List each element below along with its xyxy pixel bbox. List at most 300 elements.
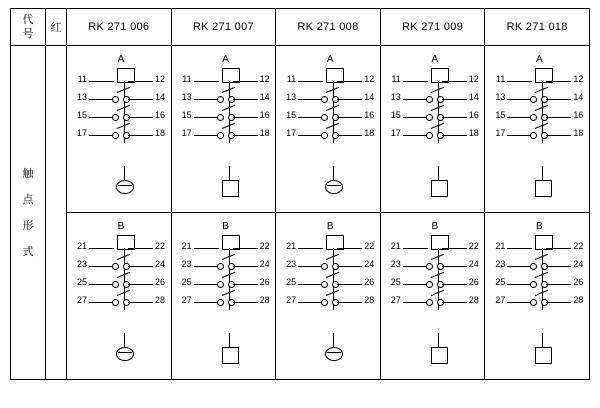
contact-wire-right: [546, 81, 571, 82]
header-red-cell: 红: [46, 9, 67, 46]
row-label-contact-form: [11, 46, 46, 380]
contact-diagram: [67, 54, 175, 204]
contact-wire-left: [507, 135, 532, 136]
contact-terminal-right: 12: [155, 74, 166, 84]
contact-node-left-icon: [112, 132, 119, 139]
diagram-cell-a-1: [171, 46, 276, 213]
contact-terminal-right: 26: [468, 277, 479, 287]
contact-terminal-left: 21: [495, 241, 506, 251]
contact-terminal-left: 25: [495, 277, 506, 287]
contact-terminal-left: 17: [390, 128, 401, 138]
contact-node-left-icon: [217, 299, 224, 306]
contact-terminal-right: 24: [364, 259, 375, 269]
contact-wire-right: [233, 284, 258, 285]
contact-terminal-left: 17: [76, 128, 87, 138]
contact-terminal-left: 27: [286, 295, 297, 305]
contact-terminal-right: 26: [259, 277, 270, 287]
contact-wire-right: [337, 117, 362, 118]
contact-terminal-left: 15: [495, 110, 506, 120]
contact-terminal-left: 17: [286, 128, 297, 138]
contact-wire-left: [298, 284, 323, 285]
contact-wire-left: [194, 81, 219, 82]
contact-wire-right: [337, 248, 362, 249]
contact-wire-right: [128, 266, 153, 267]
contact-wire-left: [89, 135, 114, 136]
contact-row: [485, 239, 593, 255]
contact-wire-right: [442, 266, 467, 267]
contact-terminal-right: 26: [364, 277, 375, 287]
lower-stem: [438, 333, 439, 348]
contact-wire-right: [337, 135, 362, 136]
contact-terminal-left: 25: [181, 277, 192, 287]
contact-form-table: [10, 8, 590, 380]
contact-wire-left: [89, 99, 114, 100]
contact-terminal-left: 25: [76, 277, 87, 287]
contact-wire-left: [194, 135, 219, 136]
contact-wire-left: [89, 248, 114, 249]
contact-node-left-icon: [426, 299, 433, 306]
contact-terminal-left: 11: [391, 74, 401, 84]
contact-node-left-icon: [217, 96, 224, 103]
contact-wire-right: [128, 117, 153, 118]
contact-terminal-right: 28: [573, 295, 584, 305]
contact-wire-left: [298, 266, 323, 267]
contact-row: [381, 239, 489, 255]
contact-terminal-left: 17: [181, 128, 192, 138]
contact-node-left-icon: [217, 263, 224, 270]
header-model-3: RK 271 009: [380, 9, 485, 46]
contact-diagram: [67, 221, 175, 371]
contact-wire-right: [546, 302, 571, 303]
contact-terminal-right: 22: [573, 241, 584, 251]
contact-terminal-left: 15: [76, 110, 87, 120]
header-model-1: RK 271 007: [171, 9, 276, 46]
contact-terminal-left: 27: [76, 295, 87, 305]
contact-node-left-icon: [321, 281, 328, 288]
contact-wire-right: [233, 266, 258, 267]
contact-row: [276, 72, 384, 88]
contact-row: [276, 90, 384, 106]
contact-terminal-right: 28: [155, 295, 166, 305]
square-terminal-icon: [431, 347, 448, 364]
header-model-2: RK 271 008: [276, 9, 381, 46]
contact-terminal-left: 13: [495, 92, 506, 102]
contact-terminal-left: 11: [286, 74, 297, 84]
contact-terminal-right: 18: [364, 128, 375, 138]
contact-terminal-right: 26: [573, 277, 584, 287]
contact-row: [67, 257, 175, 273]
contact-terminal-right: 24: [573, 259, 584, 269]
contact-terminal-right: 16: [573, 110, 584, 120]
contact-terminal-right: 28: [468, 295, 479, 305]
contact-terminal-right: 22: [468, 241, 479, 251]
contact-wire-left: [507, 99, 532, 100]
contact-wire-left: [298, 81, 323, 82]
contact-terminal-right: 18: [155, 128, 166, 138]
contact-row: [485, 126, 593, 142]
contact-terminal-left: 21: [390, 241, 401, 251]
contact-row: [381, 90, 489, 106]
diagram-cell-b-2: [276, 213, 381, 380]
contact-node-left-icon: [426, 114, 433, 121]
lower-stem: [124, 166, 125, 181]
lower-stem: [124, 333, 125, 348]
contact-row: [67, 126, 175, 142]
oval-terminal-icon: [325, 347, 343, 361]
contact-wire-right: [442, 81, 467, 82]
contact-terminal-left: 25: [286, 277, 297, 287]
contact-terminal-right: 16: [364, 110, 375, 120]
contact-wire-right: [442, 117, 467, 118]
contact-wire-right: [442, 248, 467, 249]
contact-terminal-left: 27: [495, 295, 506, 305]
diagram-sheet: [0, 8, 600, 408]
contact-terminal-left: 13: [286, 92, 297, 102]
contact-row: [276, 108, 384, 124]
contact-terminal-left: 23: [286, 259, 297, 269]
contact-row: [485, 293, 593, 309]
header-code-line1: 代: [22, 14, 34, 26]
contact-wire-left: [194, 99, 219, 100]
contact-node-left-icon: [426, 96, 433, 103]
row-label-char-3: 式: [22, 245, 34, 258]
contact-row: [381, 126, 489, 142]
contact-terminal-left: 27: [390, 295, 401, 305]
contact-terminal-right: 18: [259, 128, 270, 138]
oval-terminal-icon: [325, 180, 343, 194]
contact-wire-right: [337, 81, 362, 82]
contact-wire-right: [442, 99, 467, 100]
contact-wire-left: [194, 302, 219, 303]
contact-wire-left: [403, 266, 428, 267]
contact-node-left-icon: [530, 281, 537, 288]
table-body-row-group-a: [11, 46, 590, 213]
diagram-cell-a-2: [276, 46, 381, 213]
contact-node-left-icon: [217, 132, 224, 139]
contact-terminal-left: 21: [181, 241, 192, 251]
contact-wire-right: [546, 117, 571, 118]
contact-terminal-right: 12: [259, 74, 270, 84]
contact-row: [172, 126, 280, 142]
contact-group-title: B: [222, 221, 229, 232]
lower-stem: [229, 333, 230, 348]
contact-node-left-icon: [112, 281, 119, 288]
contact-diagram: [485, 54, 593, 204]
contact-wire-right: [128, 284, 153, 285]
diagram-cell-a-3: [380, 46, 485, 213]
lower-stem: [333, 333, 334, 348]
contact-wire-right: [128, 135, 153, 136]
contact-terminal-right: 22: [364, 241, 375, 251]
lower-stem: [542, 166, 543, 181]
contact-row: [67, 72, 175, 88]
table-body-row-group-b: [11, 213, 590, 380]
contact-wire-left: [89, 81, 114, 82]
contact-node-left-icon: [321, 132, 328, 139]
contact-wire-right: [442, 302, 467, 303]
table-header-row: [11, 9, 590, 46]
contact-wire-right: [128, 248, 153, 249]
contact-terminal-left: 13: [76, 92, 87, 102]
contact-wire-left: [403, 81, 428, 82]
diagram-cell-b-3: [380, 213, 485, 380]
contact-wire-left: [89, 284, 114, 285]
contact-terminal-left: 11: [77, 74, 87, 84]
contact-wire-left: [507, 266, 532, 267]
header-code-cell: [11, 9, 46, 46]
contact-diagram: [381, 54, 489, 204]
contact-wire-right: [546, 248, 571, 249]
contact-wire-right: [442, 284, 467, 285]
contact-wire-right: [233, 99, 258, 100]
contact-row: [172, 72, 280, 88]
contact-row: [485, 257, 593, 273]
square-terminal-icon: [431, 180, 448, 197]
contact-terminal-left: 11: [182, 74, 192, 84]
contact-diagram: [381, 221, 489, 371]
contact-node-left-icon: [321, 114, 328, 121]
contact-group-title: A: [326, 54, 334, 65]
header-model-0: RK 271 006: [67, 9, 172, 46]
contact-row: [276, 275, 384, 291]
contact-node-left-icon: [530, 263, 537, 270]
contact-terminal-left: 13: [181, 92, 192, 102]
contact-terminal-right: 16: [468, 110, 479, 120]
contact-row: [67, 275, 175, 291]
contact-wire-right: [233, 81, 258, 82]
contact-wire-right: [128, 302, 153, 303]
contact-wire-left: [507, 284, 532, 285]
contact-row: [485, 275, 593, 291]
contact-terminal-left: 13: [390, 92, 401, 102]
contact-row: [276, 126, 384, 142]
contact-row: [381, 72, 489, 88]
contact-wire-left: [507, 302, 532, 303]
contact-wire-right: [337, 284, 362, 285]
contact-row: [381, 108, 489, 124]
contact-wire-left: [194, 117, 219, 118]
contact-terminal-left: 11: [496, 74, 506, 84]
contact-terminal-left: 27: [181, 295, 192, 305]
contact-diagram: [276, 221, 384, 371]
contact-row: [276, 239, 384, 255]
diagram-cell-b-0: [67, 213, 172, 380]
contact-wire-left: [403, 284, 428, 285]
contact-wire-left: [403, 302, 428, 303]
diagram-cell-b-1: [171, 213, 276, 380]
contact-row: [172, 257, 280, 273]
contact-node-left-icon: [530, 299, 537, 306]
contact-group-title: B: [431, 221, 439, 232]
contact-wire-left: [403, 135, 428, 136]
contact-terminal-left: 15: [181, 110, 192, 120]
contact-wire-left: [403, 248, 428, 249]
contact-terminal-right: 28: [364, 295, 375, 305]
contact-wire-left: [507, 117, 532, 118]
contact-diagram: [485, 221, 593, 371]
contact-group-title: A: [431, 54, 439, 65]
contact-row: [67, 108, 175, 124]
contact-diagram: [172, 221, 280, 371]
contact-terminal-right: 14: [259, 92, 270, 102]
diagram-cell-a-4: [485, 46, 590, 213]
contact-terminal-left: 23: [181, 259, 192, 269]
contact-wire-right: [546, 99, 571, 100]
contact-terminal-left: 21: [286, 241, 297, 251]
contact-wire-right: [546, 266, 571, 267]
contact-wire-right: [233, 302, 258, 303]
contact-terminal-right: 24: [259, 259, 270, 269]
contact-node-left-icon: [217, 281, 224, 288]
contact-wire-right: [233, 135, 258, 136]
contact-terminal-left: 15: [390, 110, 401, 120]
contact-diagram: [276, 54, 384, 204]
contact-wire-right: [442, 135, 467, 136]
diagram-cell-a-0: [67, 46, 172, 213]
contact-terminal-right: 12: [468, 74, 479, 84]
row-label-char-2: 形: [22, 219, 34, 232]
contact-terminal-right: 22: [155, 241, 166, 251]
contact-wire-left: [89, 117, 114, 118]
contact-terminal-left: 17: [495, 128, 506, 138]
contact-wire-left: [194, 284, 219, 285]
square-terminal-icon: [222, 180, 239, 197]
contact-wire-left: [507, 248, 532, 249]
contact-terminal-right: 14: [155, 92, 166, 102]
oval-terminal-icon: [116, 180, 134, 194]
contact-node-left-icon: [112, 299, 119, 306]
contact-terminal-right: 18: [573, 128, 584, 138]
contact-terminal-left: 25: [390, 277, 401, 287]
contact-row: [172, 90, 280, 106]
contact-terminal-right: 24: [468, 259, 479, 269]
contact-row: [276, 257, 384, 273]
contact-node-left-icon: [112, 114, 119, 121]
header-code-line2: 号: [22, 28, 34, 40]
contact-wire-left: [298, 248, 323, 249]
contact-terminal-left: 21: [76, 241, 87, 251]
contact-row: [276, 293, 384, 309]
contact-terminal-right: 14: [468, 92, 479, 102]
contact-row: [67, 293, 175, 309]
lower-stem: [438, 166, 439, 181]
contact-wire-left: [89, 302, 114, 303]
contact-terminal-right: 26: [155, 277, 166, 287]
contact-group-title: B: [326, 221, 334, 232]
contact-row: [485, 72, 593, 88]
contact-group-title: A: [222, 54, 229, 65]
contact-row: [172, 293, 280, 309]
contact-terminal-left: 15: [286, 110, 297, 120]
contact-terminal-right: 16: [259, 110, 270, 120]
contact-wire-right: [233, 117, 258, 118]
contact-node-left-icon: [321, 299, 328, 306]
contact-terminal-right: 16: [155, 110, 166, 120]
contact-terminal-left: 23: [390, 259, 401, 269]
contact-terminal-right: 12: [573, 74, 584, 84]
row-label-char-0: 触: [22, 167, 34, 180]
contact-wire-right: [337, 266, 362, 267]
contact-wire-left: [298, 99, 323, 100]
contact-node-left-icon: [530, 96, 537, 103]
contact-terminal-right: 28: [259, 295, 270, 305]
contact-terminal-right: 12: [364, 74, 375, 84]
contact-group-title: B: [117, 221, 125, 232]
contact-row: [172, 239, 280, 255]
contact-node-left-icon: [530, 132, 537, 139]
square-terminal-icon: [535, 180, 552, 197]
contact-row: [381, 275, 489, 291]
contact-diagram: [172, 54, 280, 204]
contact-node-left-icon: [112, 263, 119, 270]
contact-row: [172, 108, 280, 124]
contact-node-left-icon: [426, 281, 433, 288]
contact-node-left-icon: [112, 96, 119, 103]
contact-terminal-left: 23: [76, 259, 87, 269]
contact-terminal-left: 23: [495, 259, 506, 269]
contact-node-left-icon: [530, 114, 537, 121]
contact-terminal-right: 18: [468, 128, 479, 138]
contact-wire-right: [233, 248, 258, 249]
row-label-char-1: 点: [22, 193, 34, 206]
contact-wire-left: [194, 248, 219, 249]
contact-wire-left: [403, 99, 428, 100]
contact-node-left-icon: [217, 114, 224, 121]
contact-wire-left: [403, 117, 428, 118]
contact-group-title: B: [536, 221, 543, 232]
contact-wire-right: [128, 99, 153, 100]
contact-terminal-right: 22: [259, 241, 270, 251]
contact-wire-left: [298, 135, 323, 136]
contact-wire-left: [298, 117, 323, 118]
contact-wire-left: [194, 266, 219, 267]
contact-row: [172, 275, 280, 291]
contact-row: [381, 293, 489, 309]
square-terminal-icon: [222, 347, 239, 364]
lower-stem: [542, 333, 543, 348]
contact-node-left-icon: [426, 263, 433, 270]
contact-wire-right: [337, 99, 362, 100]
contact-row: [67, 90, 175, 106]
header-model-4: RK 271 018: [485, 9, 590, 46]
contact-node-left-icon: [321, 263, 328, 270]
lower-stem: [333, 166, 334, 181]
contact-group-title: A: [117, 54, 125, 65]
contact-node-left-icon: [321, 96, 328, 103]
contact-wire-right: [337, 302, 362, 303]
red-column-body: [46, 46, 67, 380]
diagram-cell-b-4: [485, 213, 590, 380]
contact-row: [381, 257, 489, 273]
contact-node-left-icon: [426, 132, 433, 139]
contact-wire-right: [546, 135, 571, 136]
contact-terminal-right: 24: [155, 259, 166, 269]
contact-wire-left: [298, 302, 323, 303]
contact-row: [67, 239, 175, 255]
oval-terminal-icon: [116, 347, 134, 361]
contact-group-title: A: [536, 54, 543, 65]
lower-stem: [229, 166, 230, 181]
contact-wire-left: [89, 266, 114, 267]
contact-wire-right: [128, 81, 153, 82]
contact-wire-right: [546, 284, 571, 285]
contact-terminal-right: 14: [364, 92, 375, 102]
contact-wire-left: [507, 81, 532, 82]
square-terminal-icon: [535, 347, 552, 364]
contact-row: [485, 90, 593, 106]
contact-terminal-right: 14: [573, 92, 584, 102]
contact-row: [485, 108, 593, 124]
